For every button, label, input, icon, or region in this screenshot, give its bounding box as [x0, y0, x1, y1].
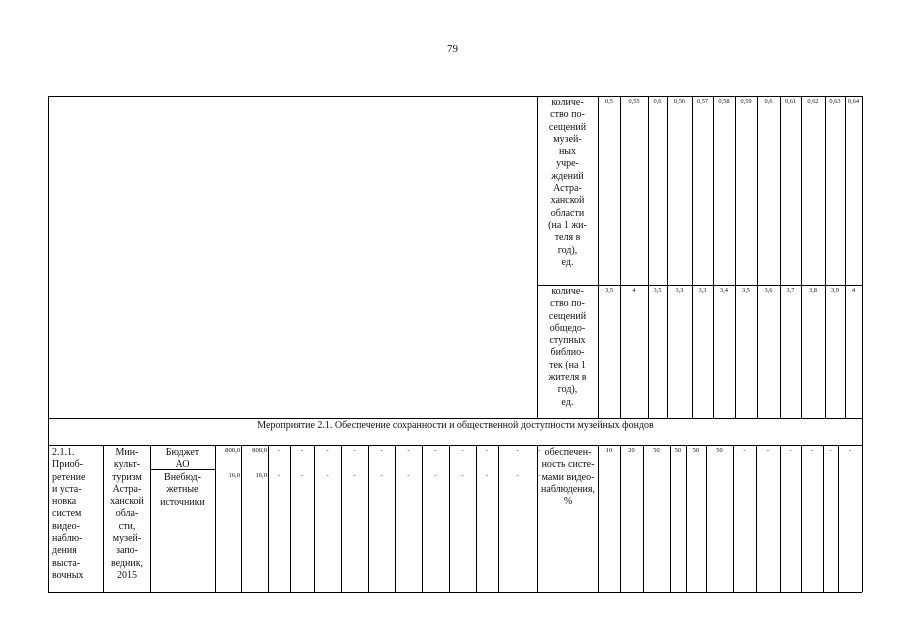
activity-name-line: 2.1.1. — [52, 447, 75, 458]
activity-column-rule — [290, 445, 291, 592]
indicator-column-rule — [706, 445, 707, 592]
activity-name-line: видео- — [52, 520, 80, 532]
indicator-value: 3,5 — [653, 287, 662, 294]
funding-value: - — [326, 472, 329, 479]
section-bottom-rule — [48, 445, 862, 446]
indicator-label-line: ступных — [549, 335, 586, 347]
funding-source-extrabudget-line: источники — [160, 496, 205, 508]
indicator-label-line: музей- — [553, 133, 582, 145]
value-column-rule — [620, 96, 621, 418]
funding-value: - — [538, 447, 541, 454]
indicator-value: 0,5 — [605, 98, 613, 105]
activity-indicator-value: 50 — [716, 447, 723, 454]
funding-value: - — [300, 447, 304, 454]
value-column-rule — [757, 96, 758, 418]
indicator-column-rule — [670, 445, 671, 592]
indicator-value: 3,3 — [675, 287, 684, 294]
activity-executor-line: музей- — [112, 533, 142, 545]
indicator-column-rule — [620, 445, 621, 592]
activity-executor-line: запо- — [116, 545, 138, 557]
activity-indicator-value: - — [829, 447, 832, 454]
funding-value: - — [407, 447, 410, 454]
funding-value: - — [277, 447, 281, 454]
activity-indicator-line: ность систе- — [541, 459, 595, 471]
funding-value: - — [516, 472, 519, 479]
activity-name-line: дения — [52, 545, 77, 557]
activity-executor-line: ведник, — [110, 557, 144, 569]
activity-indicator-line: наблюдения, — [541, 483, 595, 495]
activity-executor-line: культ- — [113, 459, 141, 471]
indicator-label-line: области — [550, 207, 585, 219]
activity-executor-line: Астра- — [112, 483, 142, 495]
activity-column-rule — [449, 445, 450, 592]
funding-value: - — [516, 447, 519, 454]
indicator-column-rule — [801, 445, 802, 592]
indicator-value: 3,9 — [831, 287, 839, 294]
activity-name-line: выста- — [52, 557, 81, 569]
activity-indicator-value: - — [766, 447, 770, 454]
indicator-label-line: ханской — [550, 195, 585, 207]
activity-executor-line: Мин- — [115, 447, 139, 458]
activity-name-line: систем — [52, 508, 82, 520]
funding-value: - — [353, 447, 356, 454]
funding-source-budget — [151, 447, 214, 472]
indicator-column-rule — [862, 445, 863, 592]
activity-indicator-value: - — [789, 447, 792, 454]
activity-executor-line: ханской — [110, 496, 144, 508]
value-column-rule — [713, 96, 714, 418]
funding-source-extrabudget-line: жетные — [166, 484, 199, 496]
value-column-rule — [862, 96, 863, 418]
activity-name-line: Приоб- — [52, 459, 83, 471]
value-column-rule — [735, 96, 736, 418]
indicator-label-line: библио- — [550, 347, 585, 359]
funding-value: - — [485, 447, 489, 454]
funding-value: - — [407, 472, 410, 479]
activity-indicator-value: - — [810, 447, 814, 454]
indicator-label — [541, 97, 594, 269]
activity-column-rule — [241, 445, 242, 592]
value-column-rule — [648, 96, 649, 418]
indicator-column-rule — [686, 445, 687, 592]
indicator-label-line: ед. — [561, 256, 574, 268]
page-number: 79 — [447, 43, 458, 55]
indicator-column-rule — [780, 445, 781, 592]
value-column-rule — [801, 96, 802, 418]
value-column-rule — [780, 96, 781, 418]
activity-executor-line: сти, — [118, 520, 136, 532]
activity-executor-line: обла- — [115, 508, 139, 520]
activity-column-rule — [498, 445, 499, 592]
indicator-value: 3,5 — [605, 287, 613, 294]
indicator-label-line: ство по- — [550, 109, 585, 121]
indicator-label-line: сещений — [548, 121, 587, 133]
activity-column-rule — [341, 445, 342, 592]
activity-executor — [104, 447, 150, 582]
funding-value: - — [434, 472, 437, 479]
indicator-label-line: общедо- — [549, 322, 586, 334]
indicator-column-rule — [643, 445, 644, 592]
indicator-value: 0,6 — [653, 98, 662, 105]
indicator-value: 0,55 — [628, 98, 640, 105]
indicator-column-rule — [598, 445, 599, 592]
funding-value: - — [461, 472, 464, 479]
section-title: Мероприятие 2.1. Обеспечение сохранности и общественной доступности музейных фондов — [257, 420, 654, 431]
funding-source-budget-line: Бюджет — [165, 447, 200, 458]
indicator-left-rule — [537, 96, 538, 418]
activity-column-rule — [314, 445, 315, 592]
indicator-label-line: сещений — [548, 310, 587, 322]
activity-indicator-value: 50 — [653, 447, 660, 454]
indicator-label-line: количе- — [551, 286, 584, 297]
funding-value: - — [380, 447, 383, 454]
activity-indicator-line: обеспечен- — [544, 447, 592, 458]
funding-value: - — [326, 447, 329, 454]
funding-value: - — [300, 472, 304, 479]
funding-value: - — [353, 472, 356, 479]
value-column-rule — [845, 96, 846, 418]
activity-executor-line: туризм — [112, 471, 142, 483]
indicator-value: 0,63 — [829, 98, 841, 105]
indicator-value: 0,62 — [807, 98, 819, 105]
activity-indicator-value: 10 — [605, 447, 613, 454]
indicator-label-line: год), — [557, 384, 578, 396]
indicator-label-line: Астра- — [553, 183, 582, 195]
activity-indicator — [538, 447, 598, 508]
indicator-value: 3,6 — [764, 287, 773, 294]
activity-column-rule — [395, 445, 396, 592]
indicator-label-line: (на 1 жи- — [548, 219, 587, 231]
activity-column-rule — [476, 445, 477, 592]
indicator-value: 0,61 — [784, 98, 797, 105]
funding-value: 16,0 — [255, 472, 267, 479]
indicator-value: 3,8 — [809, 287, 817, 294]
indicator-column-rule — [733, 445, 734, 592]
activity-indicator-value: 50 — [674, 447, 682, 454]
activity-column-rule — [215, 445, 216, 592]
table-left-border — [48, 96, 49, 592]
indicator-label-line: год), — [557, 244, 578, 256]
funding-value: - — [434, 447, 437, 454]
activity-indicator-value: 50 — [692, 447, 700, 454]
funding-source-budget-line: АО — [175, 459, 190, 471]
activity-name — [52, 447, 102, 582]
funding-value: 16,0 — [228, 472, 240, 479]
activity-column-rule — [422, 445, 423, 592]
indicator-label-line: учре- — [556, 158, 579, 170]
value-column-rule — [598, 96, 599, 418]
activity-name-line: наблю- — [52, 533, 83, 545]
indicator-value: 4 — [632, 287, 636, 294]
indicator-label-line: ед. — [561, 396, 574, 408]
indicator-column-rule — [838, 445, 839, 592]
indicator-label-line: количе- — [551, 97, 584, 108]
table-top-border — [48, 96, 862, 97]
activity-indicator-value: - — [743, 447, 746, 454]
indicator-value: 0,56 — [673, 98, 686, 105]
indicator-value: 0,58 — [718, 98, 730, 105]
value-column-rule — [667, 96, 668, 418]
activity-name-line: вочных — [52, 569, 84, 581]
activity-name-line: новка — [52, 496, 77, 508]
activity-indicator-value: 20 — [628, 447, 635, 454]
indicator-label-line: ных — [558, 146, 577, 158]
indicator-label-line: теля в — [554, 232, 581, 244]
indicator-column-rule — [823, 445, 824, 592]
activity-column-rule — [368, 445, 369, 592]
activity-indicator-value: - — [848, 447, 852, 454]
indicator-value: 0,6 — [764, 98, 773, 105]
indicator-value: 0,59 — [740, 98, 752, 105]
indicator-value: 3,5 — [742, 287, 750, 294]
funding-source-extrabudget — [151, 472, 214, 509]
funding-value: - — [461, 447, 464, 454]
funding-source-extrabudget-line: Внебюд- — [164, 472, 201, 483]
activity-column-rule — [268, 445, 269, 592]
indicator-column-rule — [756, 445, 757, 592]
indicator-value: 3,4 — [720, 287, 728, 294]
indicator-value: 0,64 — [847, 98, 860, 105]
value-column-rule — [692, 96, 693, 418]
indicator-value: 0,57 — [696, 98, 709, 105]
activity-name-line: ретение — [52, 471, 86, 483]
activity-name-line: и уста- — [52, 483, 82, 495]
indicator-label-line: жителя в — [548, 372, 587, 384]
funding-value: - — [380, 472, 383, 479]
funding-value: 800,0 — [252, 447, 267, 454]
value-column-rule — [825, 96, 826, 418]
activity-indicator-line: мами видео- — [541, 471, 595, 483]
funding-value: - — [485, 472, 489, 479]
indicator-label-line: ство по- — [550, 298, 585, 310]
funding-value: - — [538, 472, 541, 479]
activity-indicator-line: % — [563, 496, 573, 508]
indicator-value: 3,7 — [786, 287, 795, 294]
activity-executor-line: 2015 — [117, 569, 137, 581]
indicator-label-line: тек (на 1 — [549, 359, 586, 371]
indicator-label-line: ждений — [551, 170, 584, 182]
funding-value: - — [277, 472, 281, 479]
indicator-value: 3,3 — [698, 287, 707, 294]
funding-value: 800,0 — [225, 447, 240, 454]
section-top-rule — [48, 418, 862, 419]
indicator-label — [541, 286, 594, 409]
table-bottom-border — [48, 592, 862, 593]
indicator-value: 4 — [851, 287, 856, 294]
